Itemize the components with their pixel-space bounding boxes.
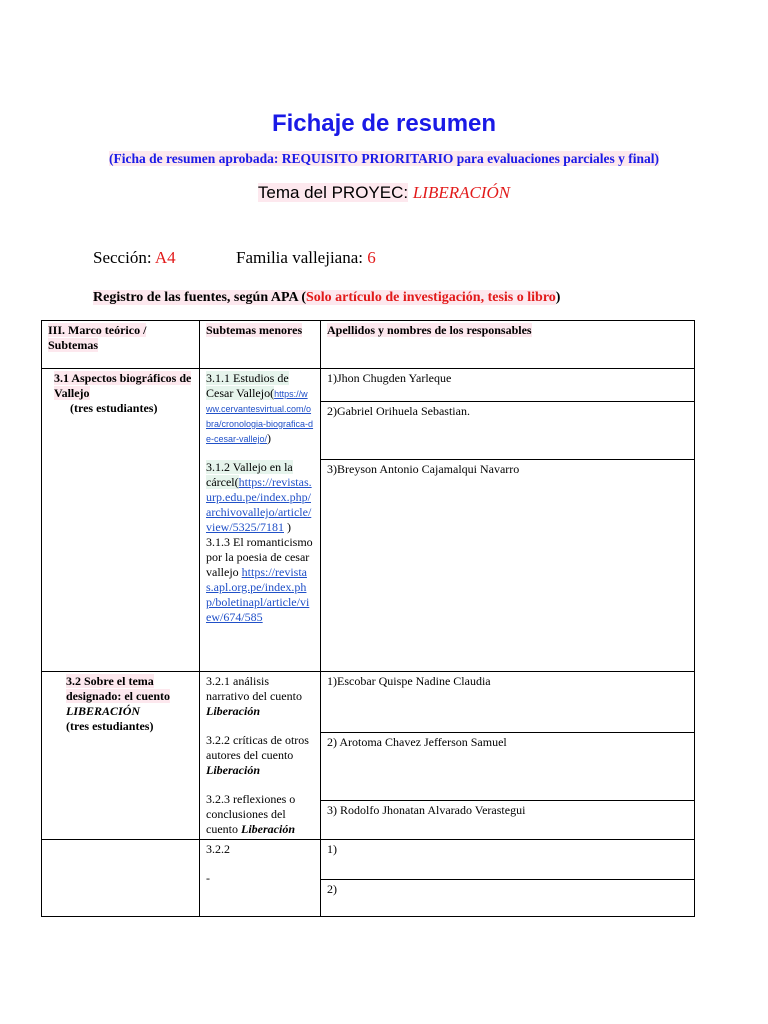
subtopic-3-1-3 [206,535,314,625]
subtopic-3-2-2 [206,733,314,778]
subtopic-3-1-2 [206,460,314,535]
familia-line [236,248,376,268]
subtopic-3-1-2-close: ) [284,520,291,534]
subtopic-3-1-3-text: 3.1.3 El romanticismo por la poesia de cesar vallejo [206,535,313,579]
subtopic-3-2-1-italic: Liberación [206,704,260,718]
responsable-3-2-3: 3) Rodolfo Jhonatan Alvarado Verastegui [321,801,695,840]
subtopics-extra-cell [200,840,321,917]
header-responsables-text: Apellidos y nombres de los responsables [327,323,532,337]
registro-close: ) [555,290,561,305]
tema-line [0,183,768,203]
table-row [42,369,695,402]
subtopic-extra-dash: - [206,871,210,885]
tema-value: LIBERACIÓN [412,183,511,202]
registro-label: Registro de las fuentes, según APA ( [93,290,306,305]
document-title: Fichaje de resumen [271,110,497,137]
topic-3-2-title-italic: LIBERACIÓN [66,704,141,718]
subtopic-3-1-3-link[interactable]: https://revistas.apl.org.pe/index.php/boletinapl/article/view/674/585 [206,565,310,624]
responsable-extra-2: 2) [321,880,695,917]
subtitle-text: (Ficha de resumen aprobada: REQUISITO PRIORITARIO para evaluaciones parciales y final) [108,151,660,166]
topic-3-1-cell [42,369,200,672]
familia-value: 6 [367,248,376,267]
topic-empty-cell [42,840,200,917]
subtopic-3-2-1 [206,674,314,719]
marco-teorico-table [41,320,695,917]
table-header-row [42,321,695,369]
subtopic-extra: 3.2.2 [206,842,230,856]
responsable-3-2-2: 2) Arotoma Chavez Jefferson Samuel [321,733,695,801]
table-row [42,672,695,733]
topic-3-1-note: (tres estudiantes) [70,401,158,415]
seccion-label: Sección: [93,248,152,267]
subtopic-3-1-2-link[interactable]: https://revistas.urp.edu.pe/index.php/archivovallejo/article/view/5325/7181 [206,475,312,534]
subtopic-3-1-1-text: 3.1.1 Estudios de Cesar Vallejo( [206,371,289,400]
subtopic-3-1-2-text: 3.1.2 Vallejo en la cárcel( [206,460,293,489]
subtopic-3-2-1-text: 3.2.1 análisis narrativo del cuento [206,674,302,703]
topic-3-2-cell [42,672,200,840]
subtopic-3-1-1 [206,371,314,446]
subtopic-3-2-2-italic: Liberación [206,763,260,777]
seccion-value: A4 [154,248,176,267]
topic-3-2-title: 3.2 Sobre el tema designado: el cuento [66,674,171,703]
topic-3-2 [48,674,193,704]
table-row [42,840,695,880]
seccion-line [93,248,176,268]
subtopic-3-1-1-close: ) [267,431,272,445]
topic-3-1-title: 3.1 Aspectos biográficos de Vallejo [54,371,192,400]
subtopic-3-2-2-text: 3.2.2 críticas de otros autores del cuento [206,733,309,762]
topic-3-2-note: (tres estudiantes) [66,719,154,733]
topic-3-1 [48,371,193,401]
subtopic-3-2-3 [206,792,314,837]
responsable-3-2-1: 1)Escobar Quispe Nadine Claudia [321,672,695,733]
responsable-3-1-3: 3)Breyson Antonio Cajamalqui Navarro [321,460,695,672]
header-responsables [321,321,695,369]
header-marco [42,321,200,369]
registro-note: Solo artículo de investigación, tesis o libro [305,290,556,305]
responsable-3-1-1: 1)Jhon Chugden Yarleque [321,369,695,402]
tema-label: Tema del PROYEC: [257,183,409,202]
document-subtitle [0,151,768,167]
familia-label: Familia vallejiana: [236,248,363,267]
responsable-3-1-2: 2)Gabriel Orihuela Sebastian. [321,402,695,460]
subtopic-3-2-3-italic: Liberación [241,822,295,836]
registro-fuentes [93,289,583,306]
responsable-extra-1: 1) [321,840,695,880]
header-subtemas-text: Subtemas menores [206,323,303,337]
header-marco-text: III. Marco teórico / Subtemas [48,323,147,352]
header-subtemas [200,321,321,369]
subtopic-3-2-3-text: 3.2.3 reflexiones o conclusiones del cuento [206,792,296,836]
subtopics-3-2-cell [200,672,321,840]
subtopics-3-1-cell [200,369,321,672]
subtopic-3-1-1-link[interactable]: https://www.cervantesvirtual.com/obra/cronologia-biografica-de-cesar-vallejo/ [206,389,314,444]
